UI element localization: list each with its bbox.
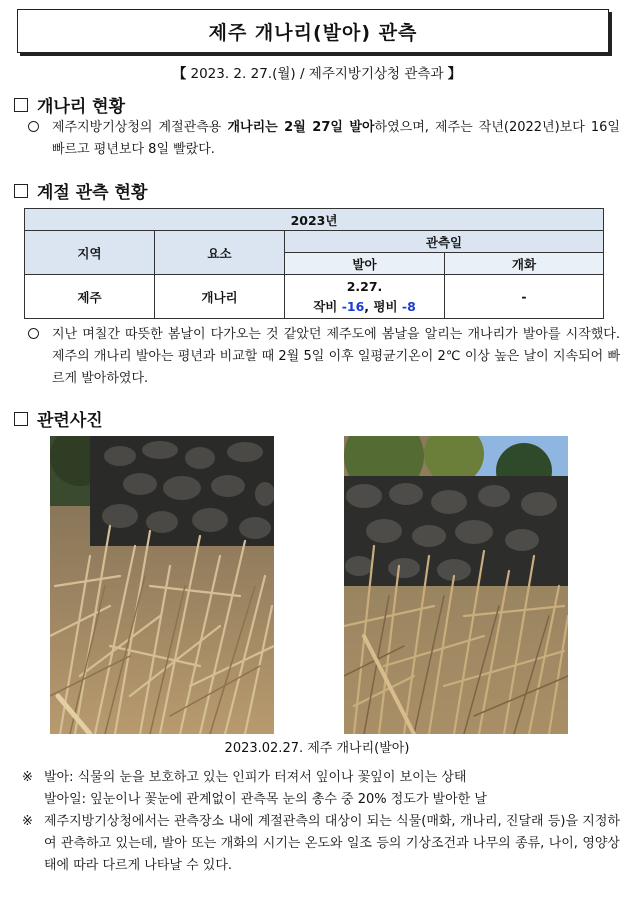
subtitle-text: 2023. 2. 27.(월) / 제주지방기상청 관측과: [186, 66, 448, 82]
checkbox-square-icon: [14, 412, 28, 426]
reference-mark: ※: [22, 814, 33, 829]
status-text-post: 하였으며, 제주는 작년(2022년)보다 16일 빠르고 평년보다 8일 빨랐다.: [52, 120, 620, 157]
photo-caption: 2023.02.27. 제주 개나리(발아): [224, 741, 410, 756]
table-header-obs-date: 관측일: [285, 231, 604, 253]
circle-bullet-icon: [28, 328, 39, 339]
table-header-region: 지역: [25, 231, 155, 275]
observation-table: [24, 208, 604, 319]
table-cell-region: 제주: [25, 275, 155, 319]
section-heading-text: 관련사진: [37, 411, 103, 431]
table-header-bloom: 개화: [445, 253, 604, 275]
sprout-comparison: [285, 297, 444, 317]
reference-mark: ※: [22, 770, 33, 785]
table-cell-sprout: [285, 275, 445, 319]
last-year-diff: -16: [341, 298, 365, 314]
normal-label: 평비: [373, 298, 402, 314]
note-line: [22, 767, 620, 789]
status-text-pre: 제주지방기상청의 계절관측용: [52, 120, 228, 135]
status-paragraph: [28, 117, 620, 161]
subtitle-close-bracket: 】: [447, 66, 462, 82]
note-observation: [22, 811, 620, 877]
checkbox-square-icon: [14, 98, 28, 112]
subtitle: [0, 62, 634, 82]
observation-text: 지난 며칠간 따뜻한 봄날이 다가오는 것 같았던 제주도에 봄날을 알리는 개나리가 발아를 시작했다. 제주의 개나리 발아는 평년과 비교할 때 2월 5일 이후 일평균기온이 2℃ 이상 높은 날이 지속되어 빠르게 발아하였다.: [52, 327, 620, 386]
last-year-label: 작비: [313, 298, 342, 314]
note-sprout-date-definition: 발아일: 잎눈이나 꽃눈에 관계없이 관측목 눈의 총수 중 20% 정도가 발아한 날: [44, 792, 487, 807]
table-header-element: 요소: [155, 231, 285, 275]
table-year-header: 2023년: [25, 209, 604, 231]
table-header-sprout: 발아: [285, 253, 445, 275]
section-heading-text: 개나리 현황: [37, 97, 126, 117]
note-observation-text: 제주지방기상청에서는 관측장소 내에 계절관측의 대상이 되는 식물(매화, 개나리, 진달래 등)을 지정하여 관측하고 있는데, 발아 또는 개화의 시기는 온도와 일조 등의 기상조건과 나무의 종류, 나이, 영양상태에 따라 다르게 나타날 수 있다.: [44, 814, 620, 873]
comparison-separator: ,: [364, 298, 374, 314]
section-heading-observation: [14, 178, 147, 203]
checkbox-square-icon: [14, 184, 28, 198]
section-heading-photos: [14, 406, 103, 431]
note-sprout-definition: 발아: 식물의 눈을 보호하고 있는 인피가 터져서 잎이나 꽃잎이 보이는 상태: [44, 770, 467, 785]
observation-paragraph: [28, 324, 620, 390]
normal-diff: -8: [401, 298, 416, 314]
page-title: [17, 9, 609, 53]
forsythia-photo-right: [344, 436, 568, 734]
table-cell-element: 개나리: [155, 275, 285, 319]
circle-bullet-icon: [28, 121, 39, 132]
section-heading-status: [14, 92, 125, 117]
page-title-text: 제주 개나리(발아) 관측: [208, 21, 418, 44]
subtitle-open-bracket: 【: [172, 66, 187, 82]
note-line: [22, 789, 620, 811]
note-definitions: [22, 767, 620, 811]
status-text-bold: 개나리는 2월 27일 발아: [227, 120, 375, 135]
sprout-date: 2.27.: [346, 278, 383, 294]
section-heading-text: 계절 관측 현황: [37, 183, 148, 203]
forsythia-photo-left: [50, 436, 274, 734]
table-cell-bloom: -: [445, 275, 604, 319]
